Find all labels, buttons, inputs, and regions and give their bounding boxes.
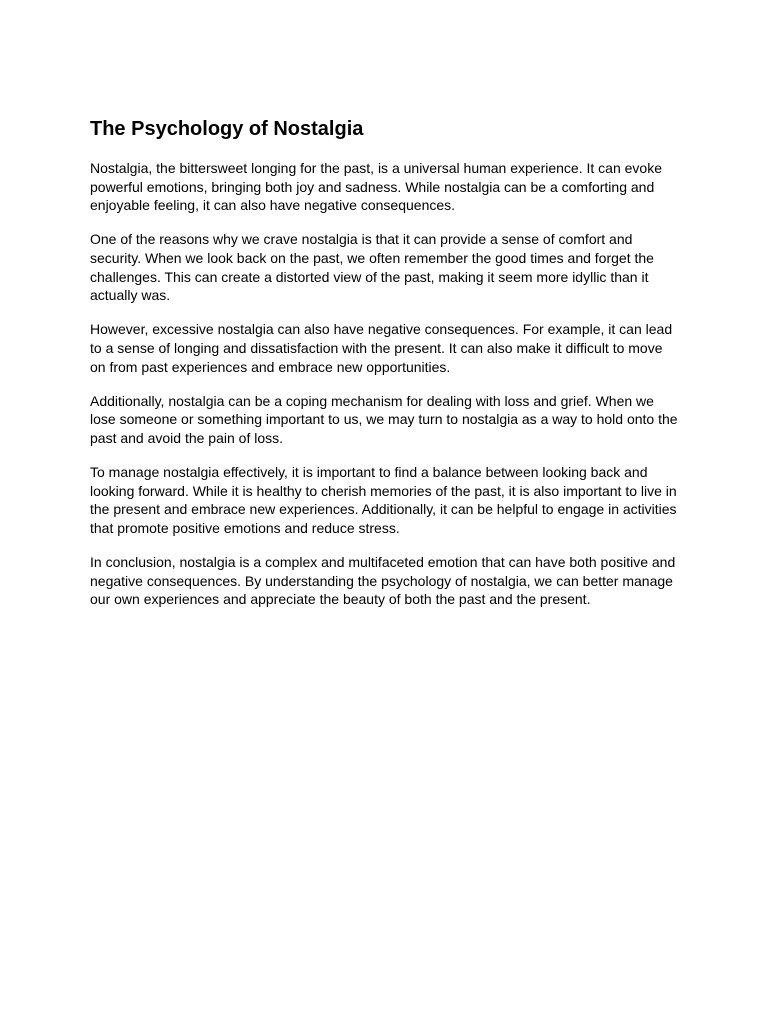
paragraph-managing: To manage nostalgia effectively, it is important to find a balance between looking back and looking forward. While it is healthy to cherish memories of the past, it is also important to live in the present and embrace new experiences. Additionally, it can be helpful to engage in activities that promote positive emotions and reduce stress.: [90, 464, 677, 536]
paragraph-intro: Nostalgia, the bittersweet longing for the past, is a universal human experience. It can evoke powerful emotions, bringing both joy and sadness. While nostalgia can be a comforting and enjoyable feeling, it can also have negative consequences.: [90, 160, 662, 214]
paragraph-comfort: One of the reasons why we crave nostalgia is that it can provide a sense of comfort and security. When we look back on the past, we often remember the good times and forget the challenges. This can create a distorted view of the past, making it seem more idyllic than it actually was.: [90, 231, 654, 304]
document-title: The Psychology of Nostalgia: [90, 118, 364, 140]
document-page: [90, 116, 680, 624]
paragraph-conclusion: In conclusion, nostalgia is a complex and multifaceted emotion that can have both positive and negative consequences. By understanding the psychology of nostalgia, we can better manage our own experiences and appreciate the beauty of both the past and the present.: [90, 554, 676, 608]
paragraph-negative-consequences: However, excessive nostalgia can also have negative consequences. For example, it can lead to a sense of longing and dissatisfaction with the present. It can also make it difficult to move on from past experiences and embrace new opportunities.: [90, 321, 673, 375]
paragraph-coping: Additionally, nostalgia can be a coping mechanism for dealing with loss and grief. When we lose someone or something important to us, we may turn to nostalgia as a way to hold onto the past and avoid the pain of loss.: [90, 392, 678, 446]
